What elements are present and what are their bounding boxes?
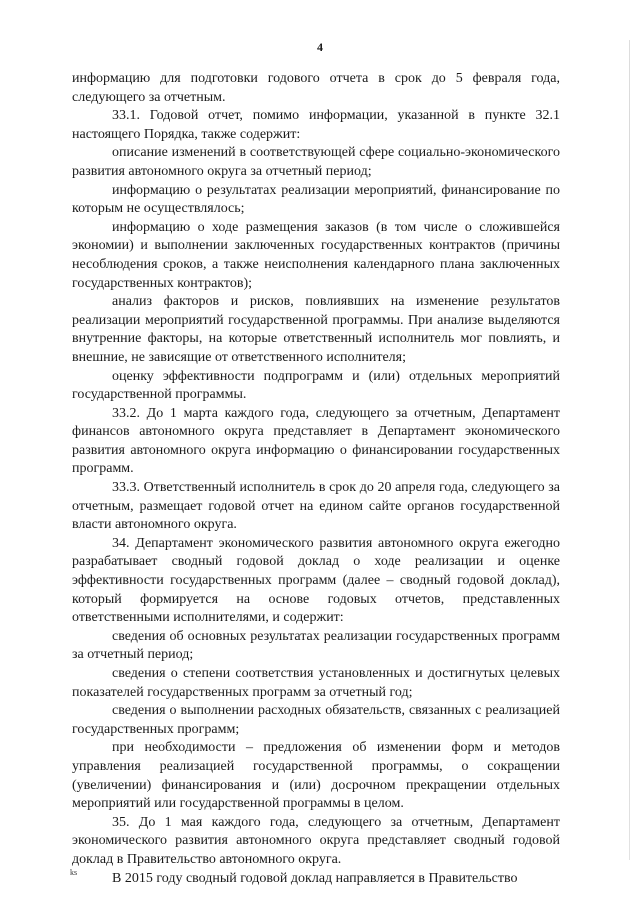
paragraph: информацию о результатах реализации мероприятий, финансирование по которым не осуществлялось; <box>72 182 560 217</box>
document-body <box>72 70 560 888</box>
paragraph: информацию для подготовки годового отчета в срок до 5 февраля года, следующего за отчетным. <box>72 71 560 105</box>
paragraph: В 2015 году сводный годовой доклад направляется в Правительство <box>112 870 518 886</box>
paragraph: 33.2. До 1 марта каждого года, следующего за отчетным, Департамент финансов автономного округа представляет в Департамент экономического развития автономного округа информацию о финансировании государственных программ. <box>72 405 560 477</box>
paragraph: при необходимости – предложения об изменении форм и методов управления реализацией государственной программы, о сокращении (увеличении) финансирования и (или) досрочном прекращении отдельных мероприятий или государственной программы в целом. <box>72 740 560 812</box>
paragraph: оценку эффективности подпрограмм и (или) отдельных мероприятий государственной программы. <box>72 368 560 403</box>
paragraph: 34. Департамент экономического развития автономного округа ежегодно разрабатывает сводный годовой доклад о ходе реализации и оценке эффективности государственных программ (далее – сводный годовой доклад), который формируется на основе годовых отчетов, представленных ответственными исполнителями, и содержит: <box>72 535 560 626</box>
paragraph: сведения о степени соответствия установленных и достигнутых целевых показателей государственных программ за отчетный год; <box>72 666 560 700</box>
footer-mark: ks <box>70 868 78 877</box>
paragraph: 33.3. Ответственный исполнитель в срок до 20 апреля года, следующего за отчетным, размещает годовой отчет на едином сайте органов государственной власти автономного округа. <box>72 480 560 533</box>
paragraph: описание изменений в соответствующей сфере социально-экономического развития автономного округа за отчетный период; <box>72 145 560 179</box>
paragraph: анализ факторов и рисков, повлиявших на изменение результатов реализации мероприятий государственной программы. При анализе выделяются внутренние факторы, на которые ответственный исполнитель мог повлиять, и внешние, не зависящие от ответственного исполнителя; <box>72 294 560 365</box>
paragraph: информацию о ходе размещения заказов (в том числе о сложившейся экономии) и выполнении заключенных государственных контрактов (причины несоблюдения сроков, а также неисполнения календарного плана заключенных государственных контрактов); <box>72 219 560 291</box>
page-number: 4 <box>317 40 323 54</box>
paragraph: 33.1. Годовой отчет, помимо информации, указанной в пункте 32.1 настоящего Порядка, также содержит: <box>72 108 560 142</box>
paragraph: 35. До 1 мая каждого года, следующего за отчетным, Департамент экономического развития автономного округа представляет сводный годовой доклад в Правительство автономного округа. <box>72 814 560 867</box>
scan-edge-line <box>629 40 630 860</box>
paragraph: сведения о выполнении расходных обязательств, связанных с реализацией государственных программ; <box>72 703 560 737</box>
paragraph: сведения об основных результатах реализации государственных программ за отчетный период; <box>72 628 560 663</box>
